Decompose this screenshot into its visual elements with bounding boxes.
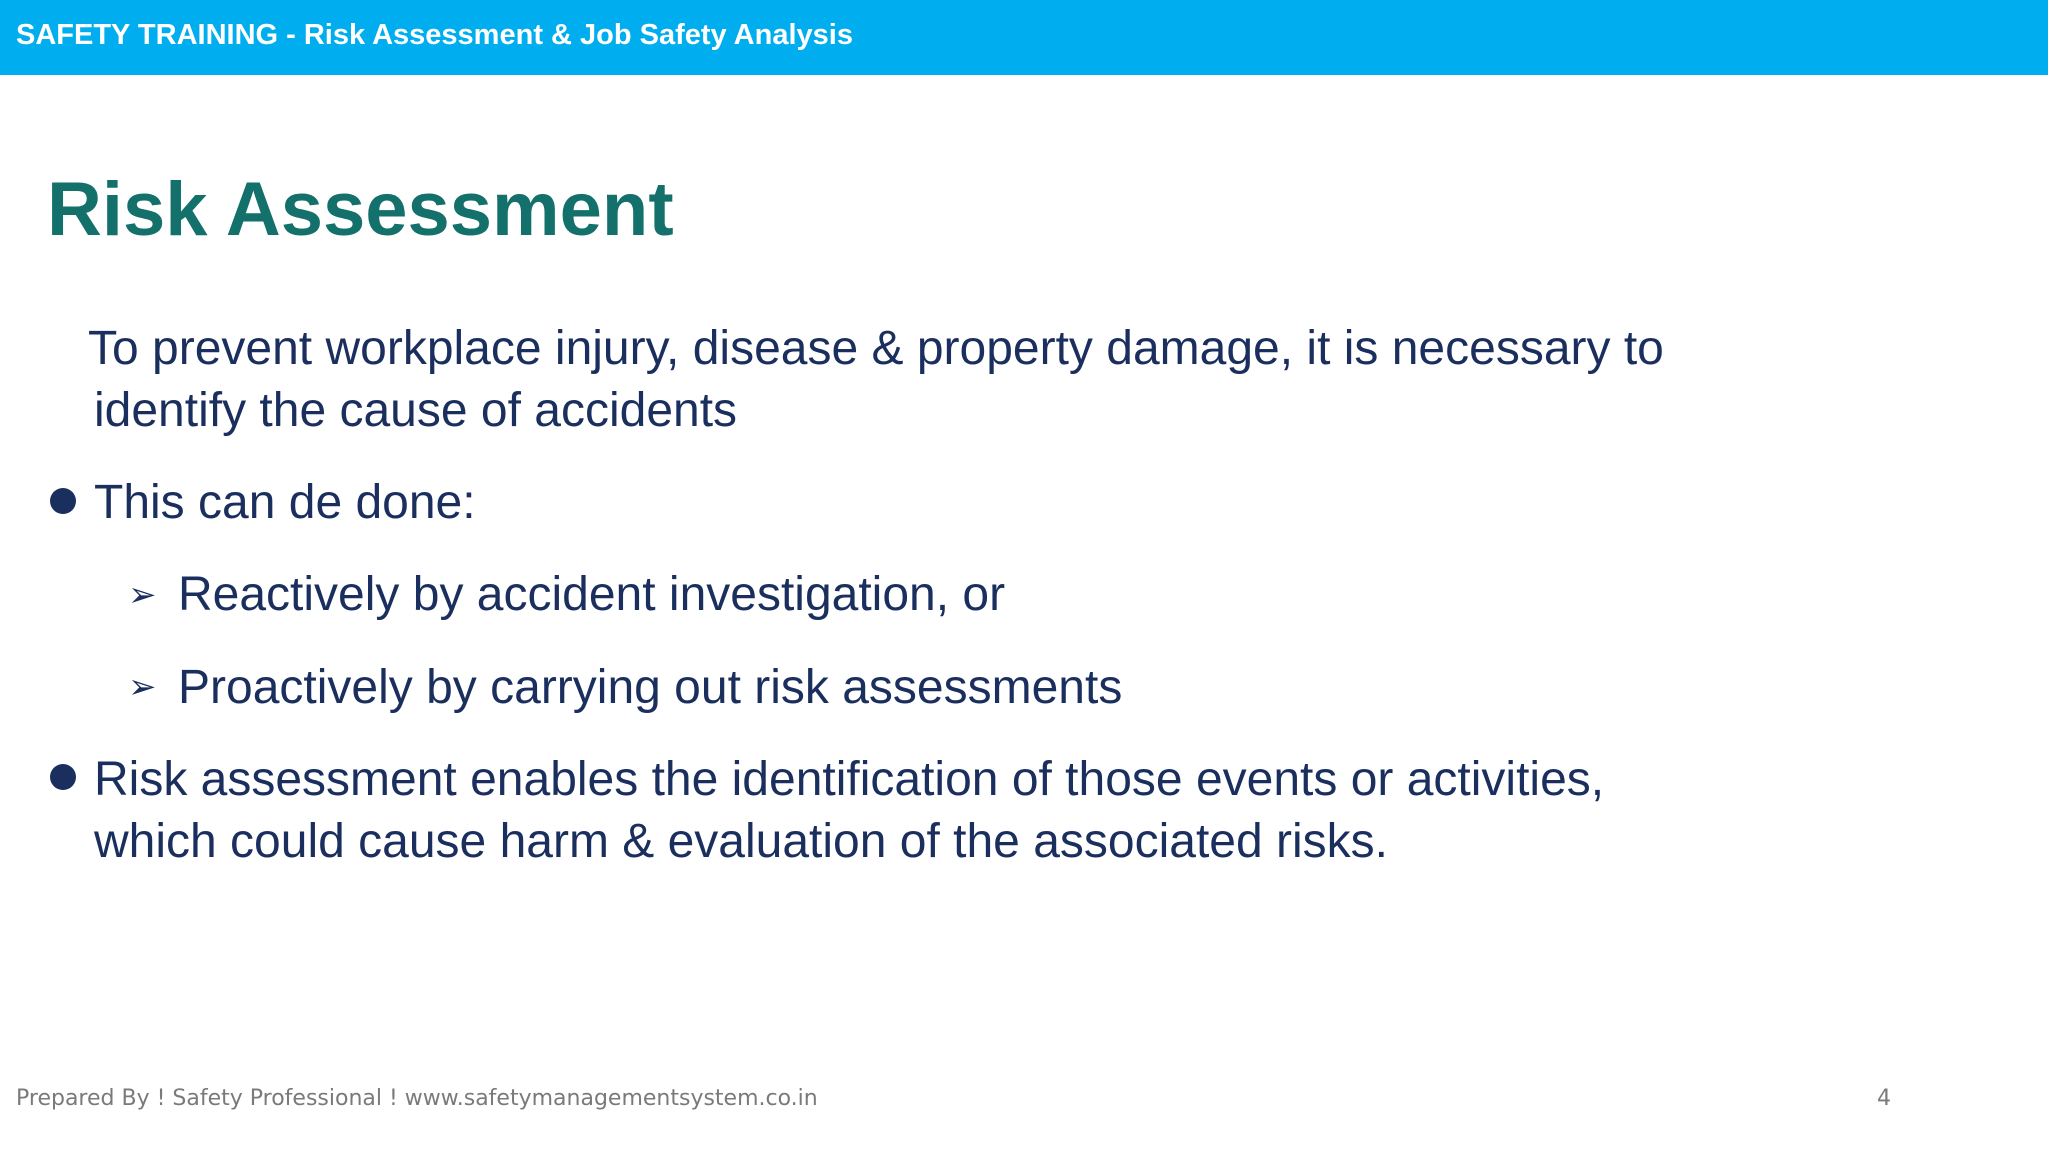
header-bar [0, 0, 2048, 75]
page-number: 4 [1877, 1086, 1891, 1111]
arrowhead-bullet-icon: ➢ [128, 575, 157, 615]
bullet-text-2-line-1: Risk assessment enables the identification of those events or activities, [94, 753, 1605, 806]
slide-title: Risk Assessment [47, 167, 674, 252]
bullet-text-1: This can de done: [94, 476, 476, 529]
sub-item-2: Proactively by carrying out risk assessments [178, 661, 1123, 714]
sub-item-1: Reactively by accident investigation, or [178, 568, 1006, 621]
filled-circle-bullet-icon [50, 764, 76, 790]
intro-line-2: identify the cause of accidents [94, 384, 738, 437]
footer-credit: Prepared By ! Safety Professional ! www.safetymanagementsystem.co.in [16, 1086, 818, 1111]
intro-paragraph [88, 318, 1664, 442]
header-title: SAFETY TRAINING - Risk Assessment & Job Safety Analysis [16, 19, 853, 51]
filled-circle-bullet-icon [50, 488, 76, 514]
bullet-text-2 [94, 749, 1604, 873]
arrowhead-bullet-icon: ➢ [128, 667, 157, 707]
intro-line-1: To prevent workplace injury, disease & property damage, it is necessary to [88, 322, 1664, 375]
bullet-text-2-line-2: which could cause harm & evaluation of the associated risks. [94, 815, 1389, 868]
